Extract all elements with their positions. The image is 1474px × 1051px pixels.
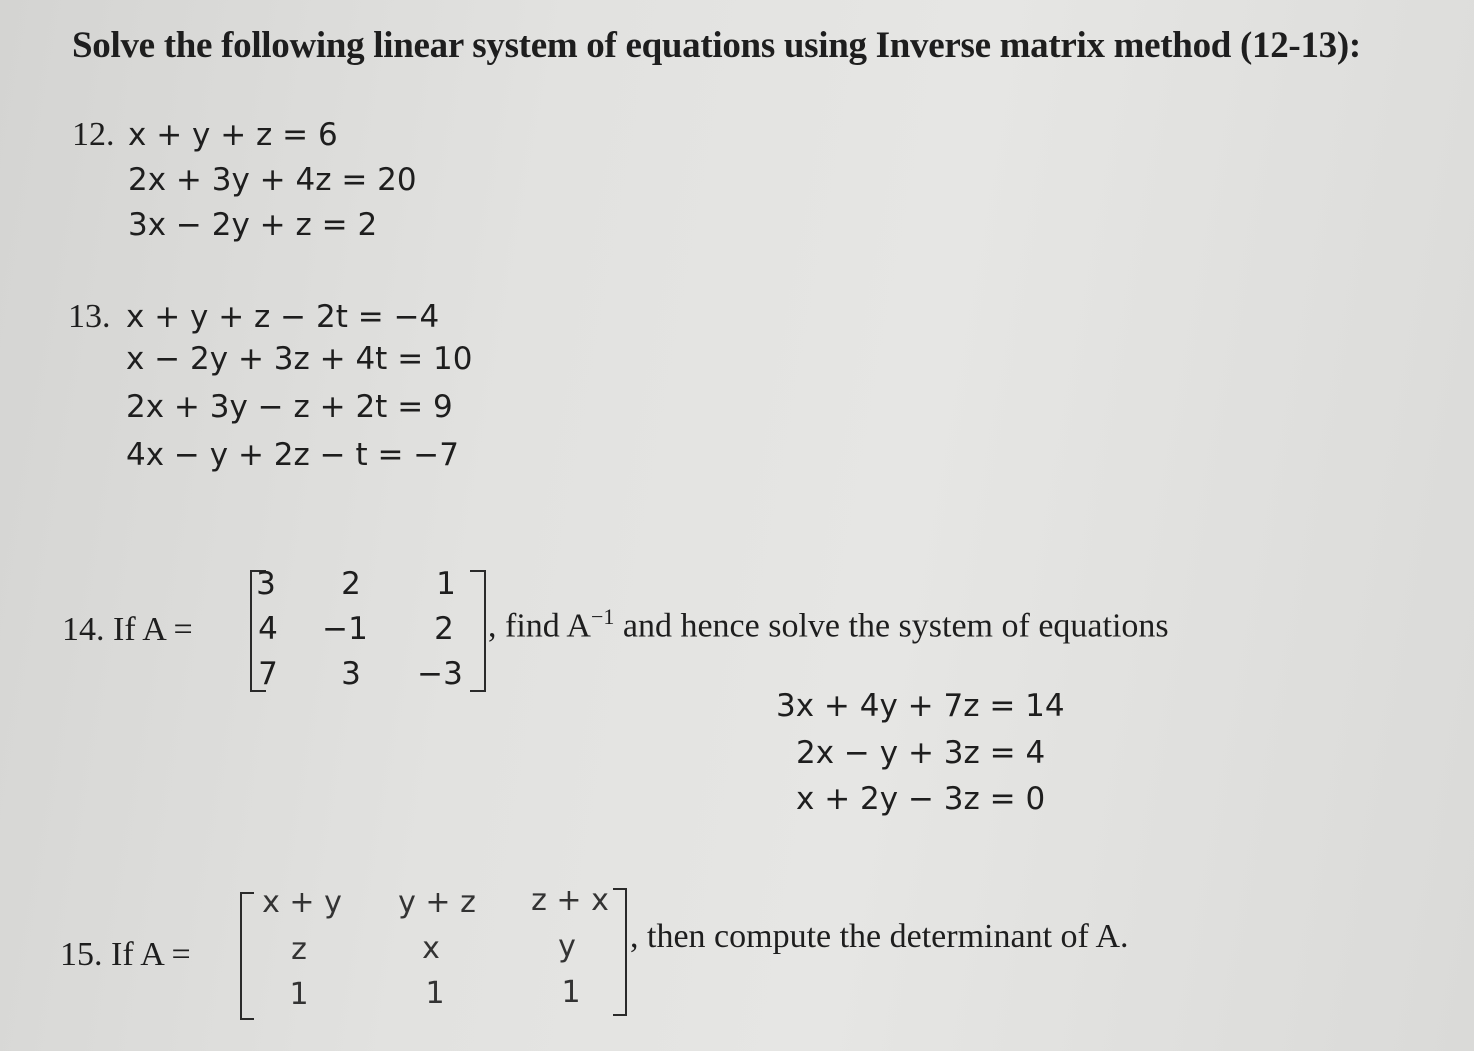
q12-equation-1: x + y + z = 6: [128, 117, 338, 153]
q15-matrix-cell: 1: [289, 977, 309, 1012]
q15-matrix-cell: 1: [561, 975, 581, 1010]
q14-matrix-cell: 1: [436, 566, 456, 602]
q14-equation-3: x + 2y − 3z = 0: [796, 781, 1046, 817]
q15-matrix-cell: x: [422, 931, 440, 966]
q12-number: 12.: [72, 116, 115, 153]
q15-prefix: 15. If A =: [60, 936, 191, 973]
q14-matrix-cell: −1: [322, 611, 368, 647]
q14-suffix: , find A: [488, 607, 591, 645]
q14-suffix-2: and hence solve the system of equations: [614, 607, 1169, 645]
q14-matrix-cell: 2: [434, 611, 454, 647]
q15-matrix-cell: x + y: [262, 885, 342, 920]
q14-matrix-cell: 3: [256, 566, 276, 602]
q13-equation-1: x + y + z − 2t = −4: [126, 299, 440, 335]
q13-number: 13.: [68, 298, 111, 335]
q14-inverse-superscript: −1: [590, 604, 615, 629]
q15-suffix: , then compute the determinant of A.: [630, 918, 1129, 955]
q14-matrix-cell: 7: [258, 656, 278, 692]
q14-matrix-cell: 2: [341, 566, 361, 602]
q14-matrix-cell: 4: [258, 611, 278, 647]
q13-equation-3: 2x + 3y − z + 2t = 9: [126, 389, 453, 425]
q14-matrix-cell: 3: [341, 656, 361, 692]
q15-matrix-cell: y + z: [398, 885, 476, 920]
q14-instruction: [488, 604, 1169, 645]
q15-matrix-cell: y: [558, 929, 576, 964]
page-title: Solve the following linear system of equations using Inverse matrix method (12-13):: [72, 25, 1361, 66]
q13-equation-2: x − 2y + 3z + 4t = 10: [126, 341, 473, 377]
q15-matrix-cell: z + x: [531, 883, 609, 918]
q14-equation-2: 2x − y + 3z = 4: [796, 735, 1046, 771]
q12-equation-2: 2x + 3y + 4z = 20: [128, 162, 417, 198]
q14-prefix: 14. If A =: [62, 611, 193, 648]
q14-matrix-cell: −3: [417, 656, 463, 692]
q12-equation-3: 3x − 2y + z = 2: [128, 207, 378, 243]
q15-matrix-cell: 1: [425, 976, 445, 1011]
q13-equation-4: 4x − y + 2z − t = −7: [126, 437, 459, 473]
q14-equation-1: 3x + 4y + 7z = 14: [776, 688, 1065, 724]
q15-matrix-cell: z: [291, 932, 307, 967]
